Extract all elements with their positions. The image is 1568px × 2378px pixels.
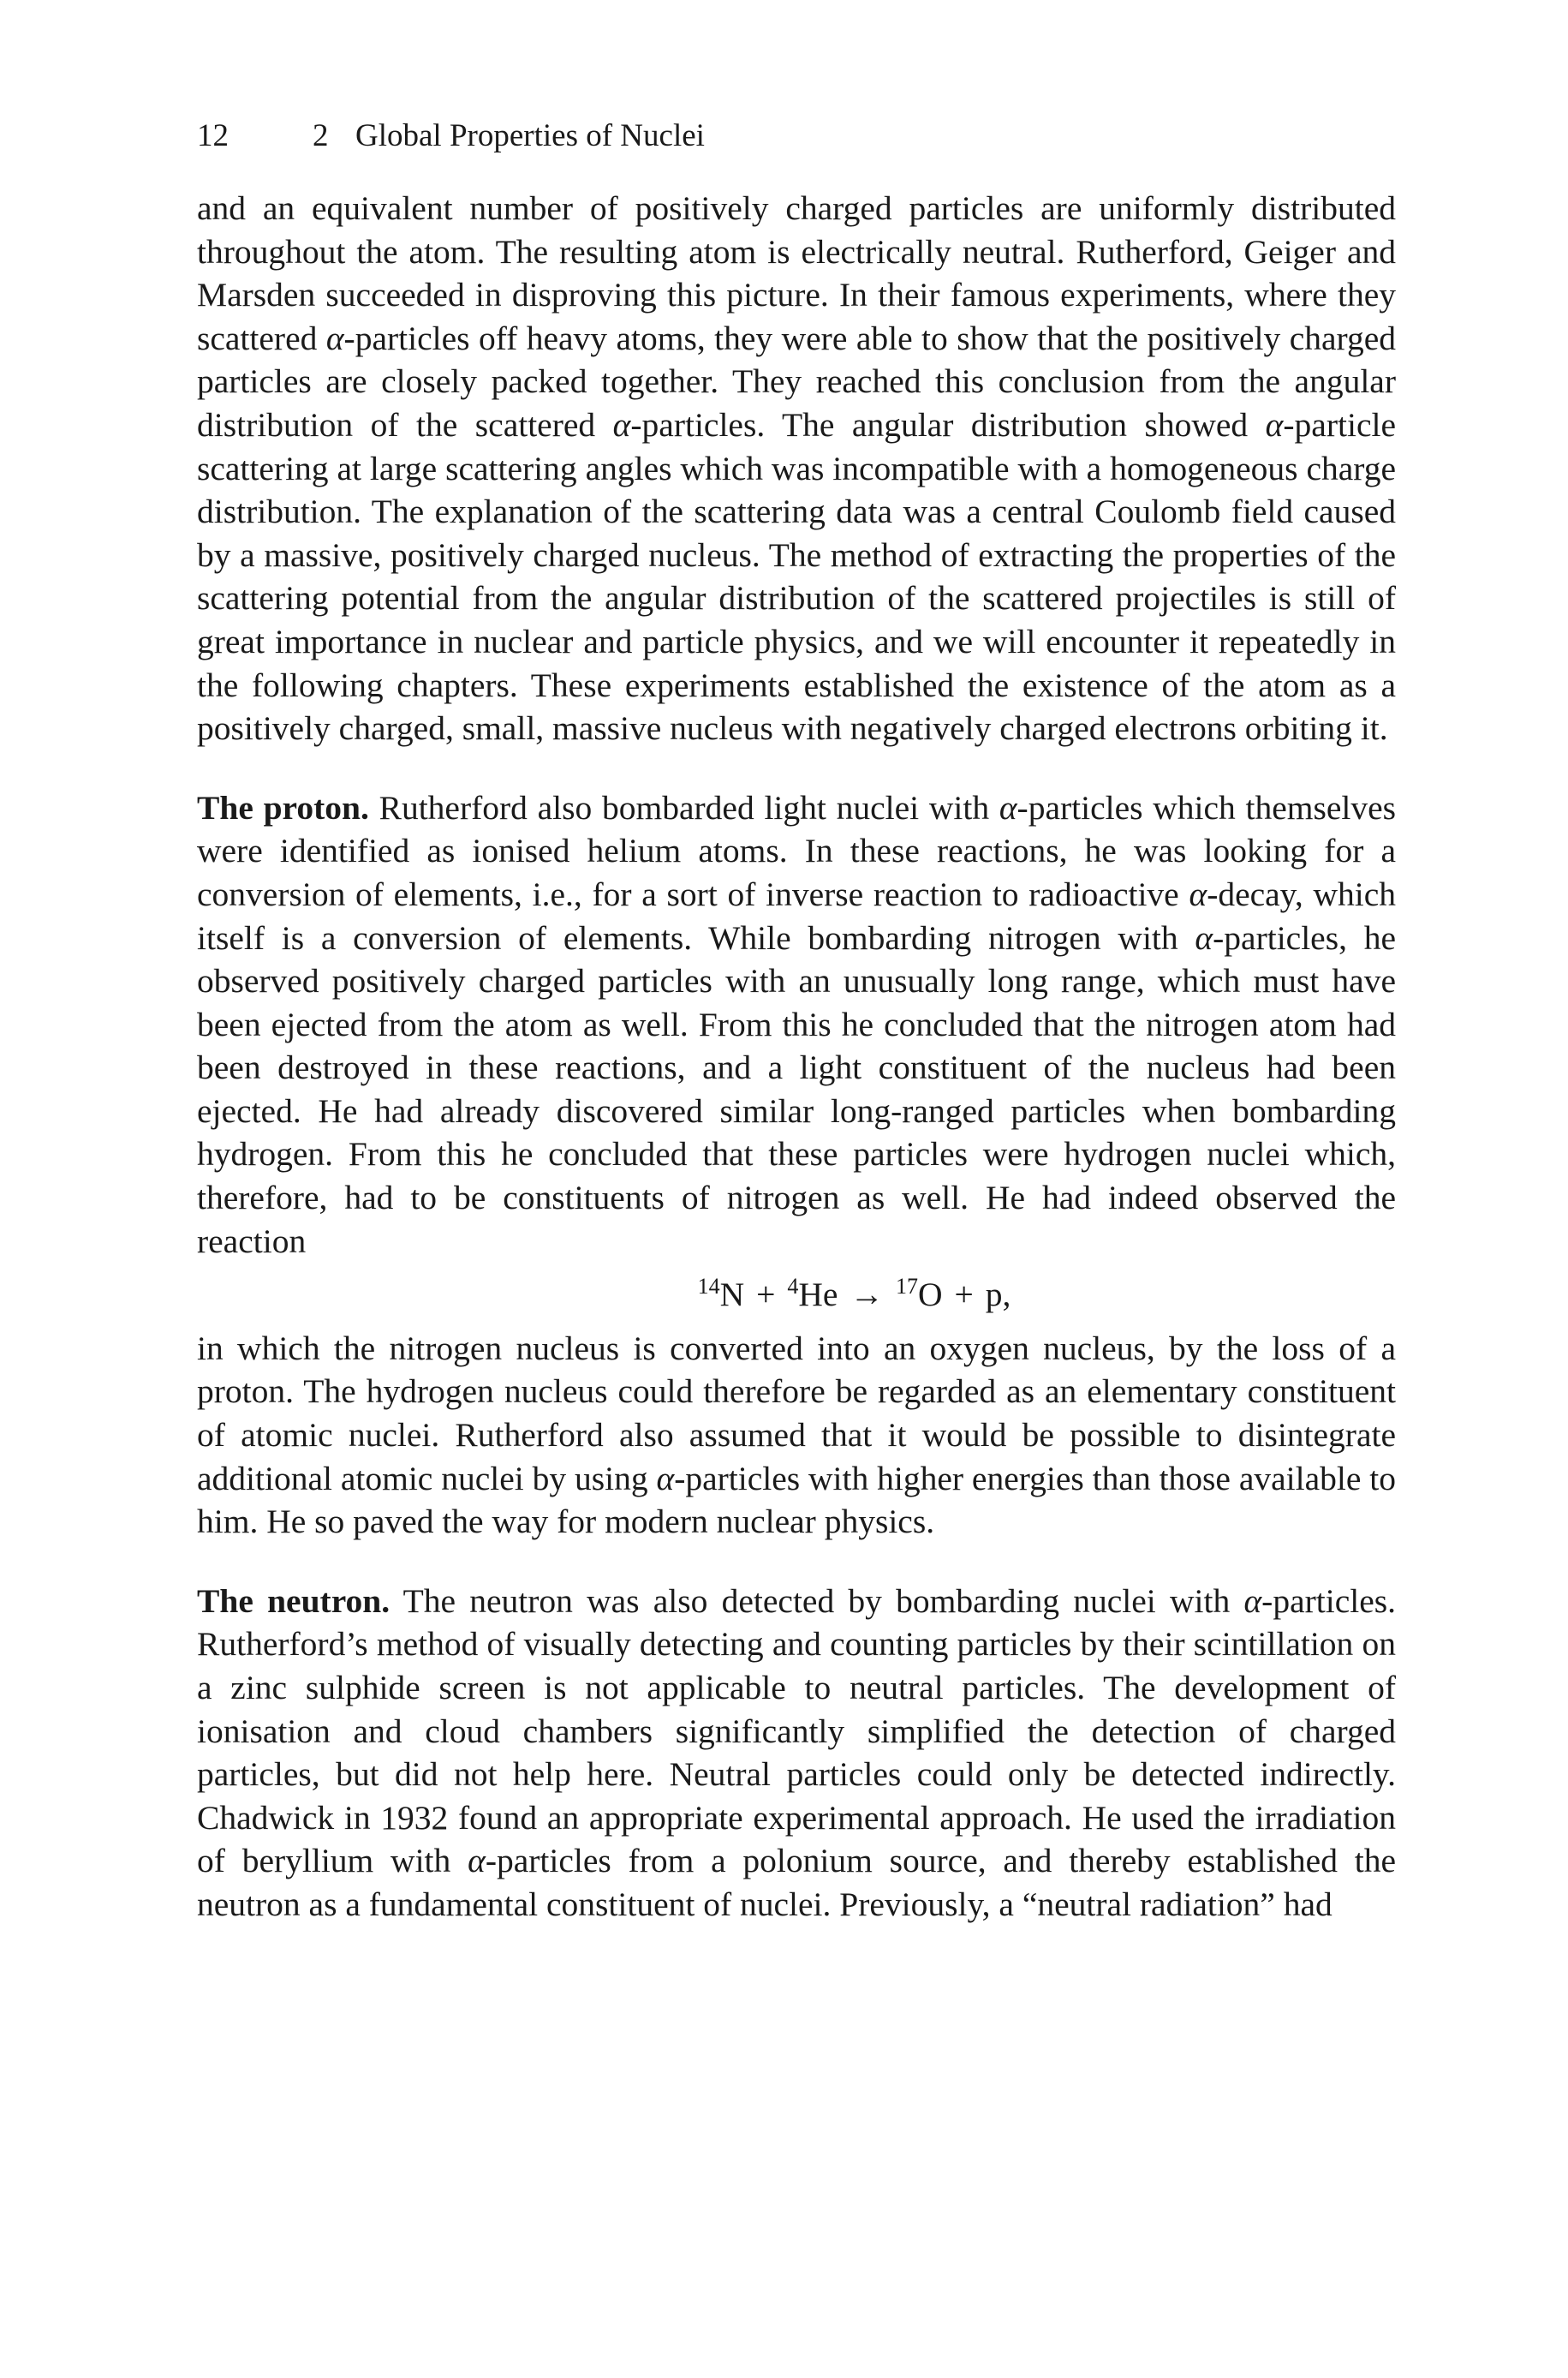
alpha-symbol: α bbox=[325, 319, 344, 357]
equation-comma: , bbox=[1002, 1276, 1011, 1314]
text-run: -particles. The angular distribution showed bbox=[630, 405, 1266, 444]
oxygen-symbol: O bbox=[917, 1276, 943, 1314]
helium-symbol: He bbox=[798, 1276, 838, 1314]
text-run: -particles from a polonium source, and thereby established the neutron as a fundamental constituent of nuclei. Previously, a “neutral radiation” had bbox=[197, 1842, 1396, 1923]
text-run: -particles which themselves were identified as ionised helium atoms. In these reactions, he was looking for a conversion of elements, i.e., for a sort of inverse reaction to radioactive bbox=[197, 788, 1397, 913]
text-run: Rutherford also bombarded light nuclei with bbox=[368, 788, 999, 827]
text-run: -decay, which itself is a conversion of elements. While bombarding nitrogen with bbox=[197, 875, 1396, 957]
oxygen-mass-number: 17 bbox=[895, 1274, 918, 1300]
alpha-symbol: α bbox=[1265, 405, 1284, 444]
reaction-equation bbox=[197, 1273, 1396, 1317]
nitrogen-mass-number: 14 bbox=[697, 1274, 720, 1300]
page-number: 12 bbox=[197, 118, 229, 153]
text-run: -particle scattering at large scattering angles which was incompatible with a homogeneous charge distribution. The explanation of the scattering data was a central Coulomb field caused by a massive, positively charged nucleus. The method of extracting the properties of the scattering potential from the angular distribution of the scattered projectiles is still of great importance in nuclear and particle physics, and we will encounter it repeatedly in the following chapters. These experiments established the existence of the atom as a positively charged, small, massive nucleus with negatively charged electrons orbiting it. bbox=[197, 405, 1396, 748]
helium-mass-number: 4 bbox=[787, 1274, 799, 1300]
alpha-symbol: α bbox=[1243, 1581, 1262, 1620]
plus-operator: + bbox=[954, 1276, 974, 1314]
text-run: -particles with higher energies than those available to him. He so paved the way for modern nuclear physics. bbox=[197, 1459, 1396, 1541]
arrow-operator: → bbox=[850, 1276, 884, 1314]
paragraph-proton-continued bbox=[197, 1327, 1396, 1544]
alpha-symbol: α bbox=[1189, 875, 1207, 913]
page bbox=[197, 120, 1396, 1927]
paragraph-proton bbox=[197, 786, 1396, 1264]
chapter-title: Global Properties of Nuclei bbox=[355, 118, 705, 153]
text-run: -particles off heavy atoms, they were able to show that the positively charged particles are closely packed together. They reached this conclusion from the angular distribution of the scattered bbox=[197, 319, 1396, 444]
alpha-symbol: α bbox=[1195, 918, 1213, 957]
text-run: in which the nitrogen nucleus is converted into an oxygen nucleus, by the loss of a proton. The hydrogen nucleus could therefore be regarded as an elementary constituent of atomic nuclei. Rutherford also assumed that it would be possible to disintegrate additional atomic nuclei by using bbox=[197, 1329, 1396, 1497]
paragraph-neutron bbox=[197, 1580, 1396, 1927]
alpha-symbol: α bbox=[656, 1459, 675, 1497]
text-run: and an equivalent number of positively charged particles are uniformly distributed throughout the atom. The resulting atom is electrically neutral. Rutherford, Geiger and Marsden succeeded in disproving this picture. In their famous experiments, where they scattered bbox=[197, 189, 1396, 357]
text-run: -particles, he observed positively charged particles with an unusually long range, which must have been ejected from the atom as well. From this he concluded that the nitrogen atom had been destroyed in these reactions, and a light constituent of the nucleus had been ejected. He had already discovered similar long-ranged particles when bombarding hydrogen. From this he concluded that these particles were hydrogen nuclei which, therefore, had to be constituents of nitrogen as well. He had indeed observed the reaction bbox=[197, 918, 1396, 1260]
proton-symbol: p bbox=[985, 1276, 1003, 1314]
text-run: The neutron was also detected by bombarding nuclei with bbox=[390, 1581, 1244, 1620]
plus-operator: + bbox=[756, 1276, 776, 1314]
nitrogen-symbol: N bbox=[719, 1276, 745, 1314]
section-heading-proton: The proton. bbox=[197, 788, 369, 827]
running-header bbox=[197, 120, 1396, 173]
alpha-symbol: α bbox=[612, 405, 631, 444]
chapter-number: 2 bbox=[313, 118, 329, 153]
alpha-symbol: α bbox=[999, 788, 1017, 827]
text-run: -particles. Rutherford’s method of visually detecting and counting particles by their scintillation on a zinc sulphide screen is not applicable to neutral particles. The development of ionisation and cloud chambers significantly simplified the detection of charged particles, but did not help here. Neutral particles could only be detected indirectly. Chadwick in 1932 found an appropriate experimental approach. He used the irradiation of beryllium with bbox=[197, 1581, 1396, 1880]
alpha-symbol: α bbox=[468, 1842, 486, 1880]
paragraph-atom-model bbox=[197, 187, 1396, 750]
section-heading-neutron: The neutron. bbox=[197, 1581, 391, 1620]
